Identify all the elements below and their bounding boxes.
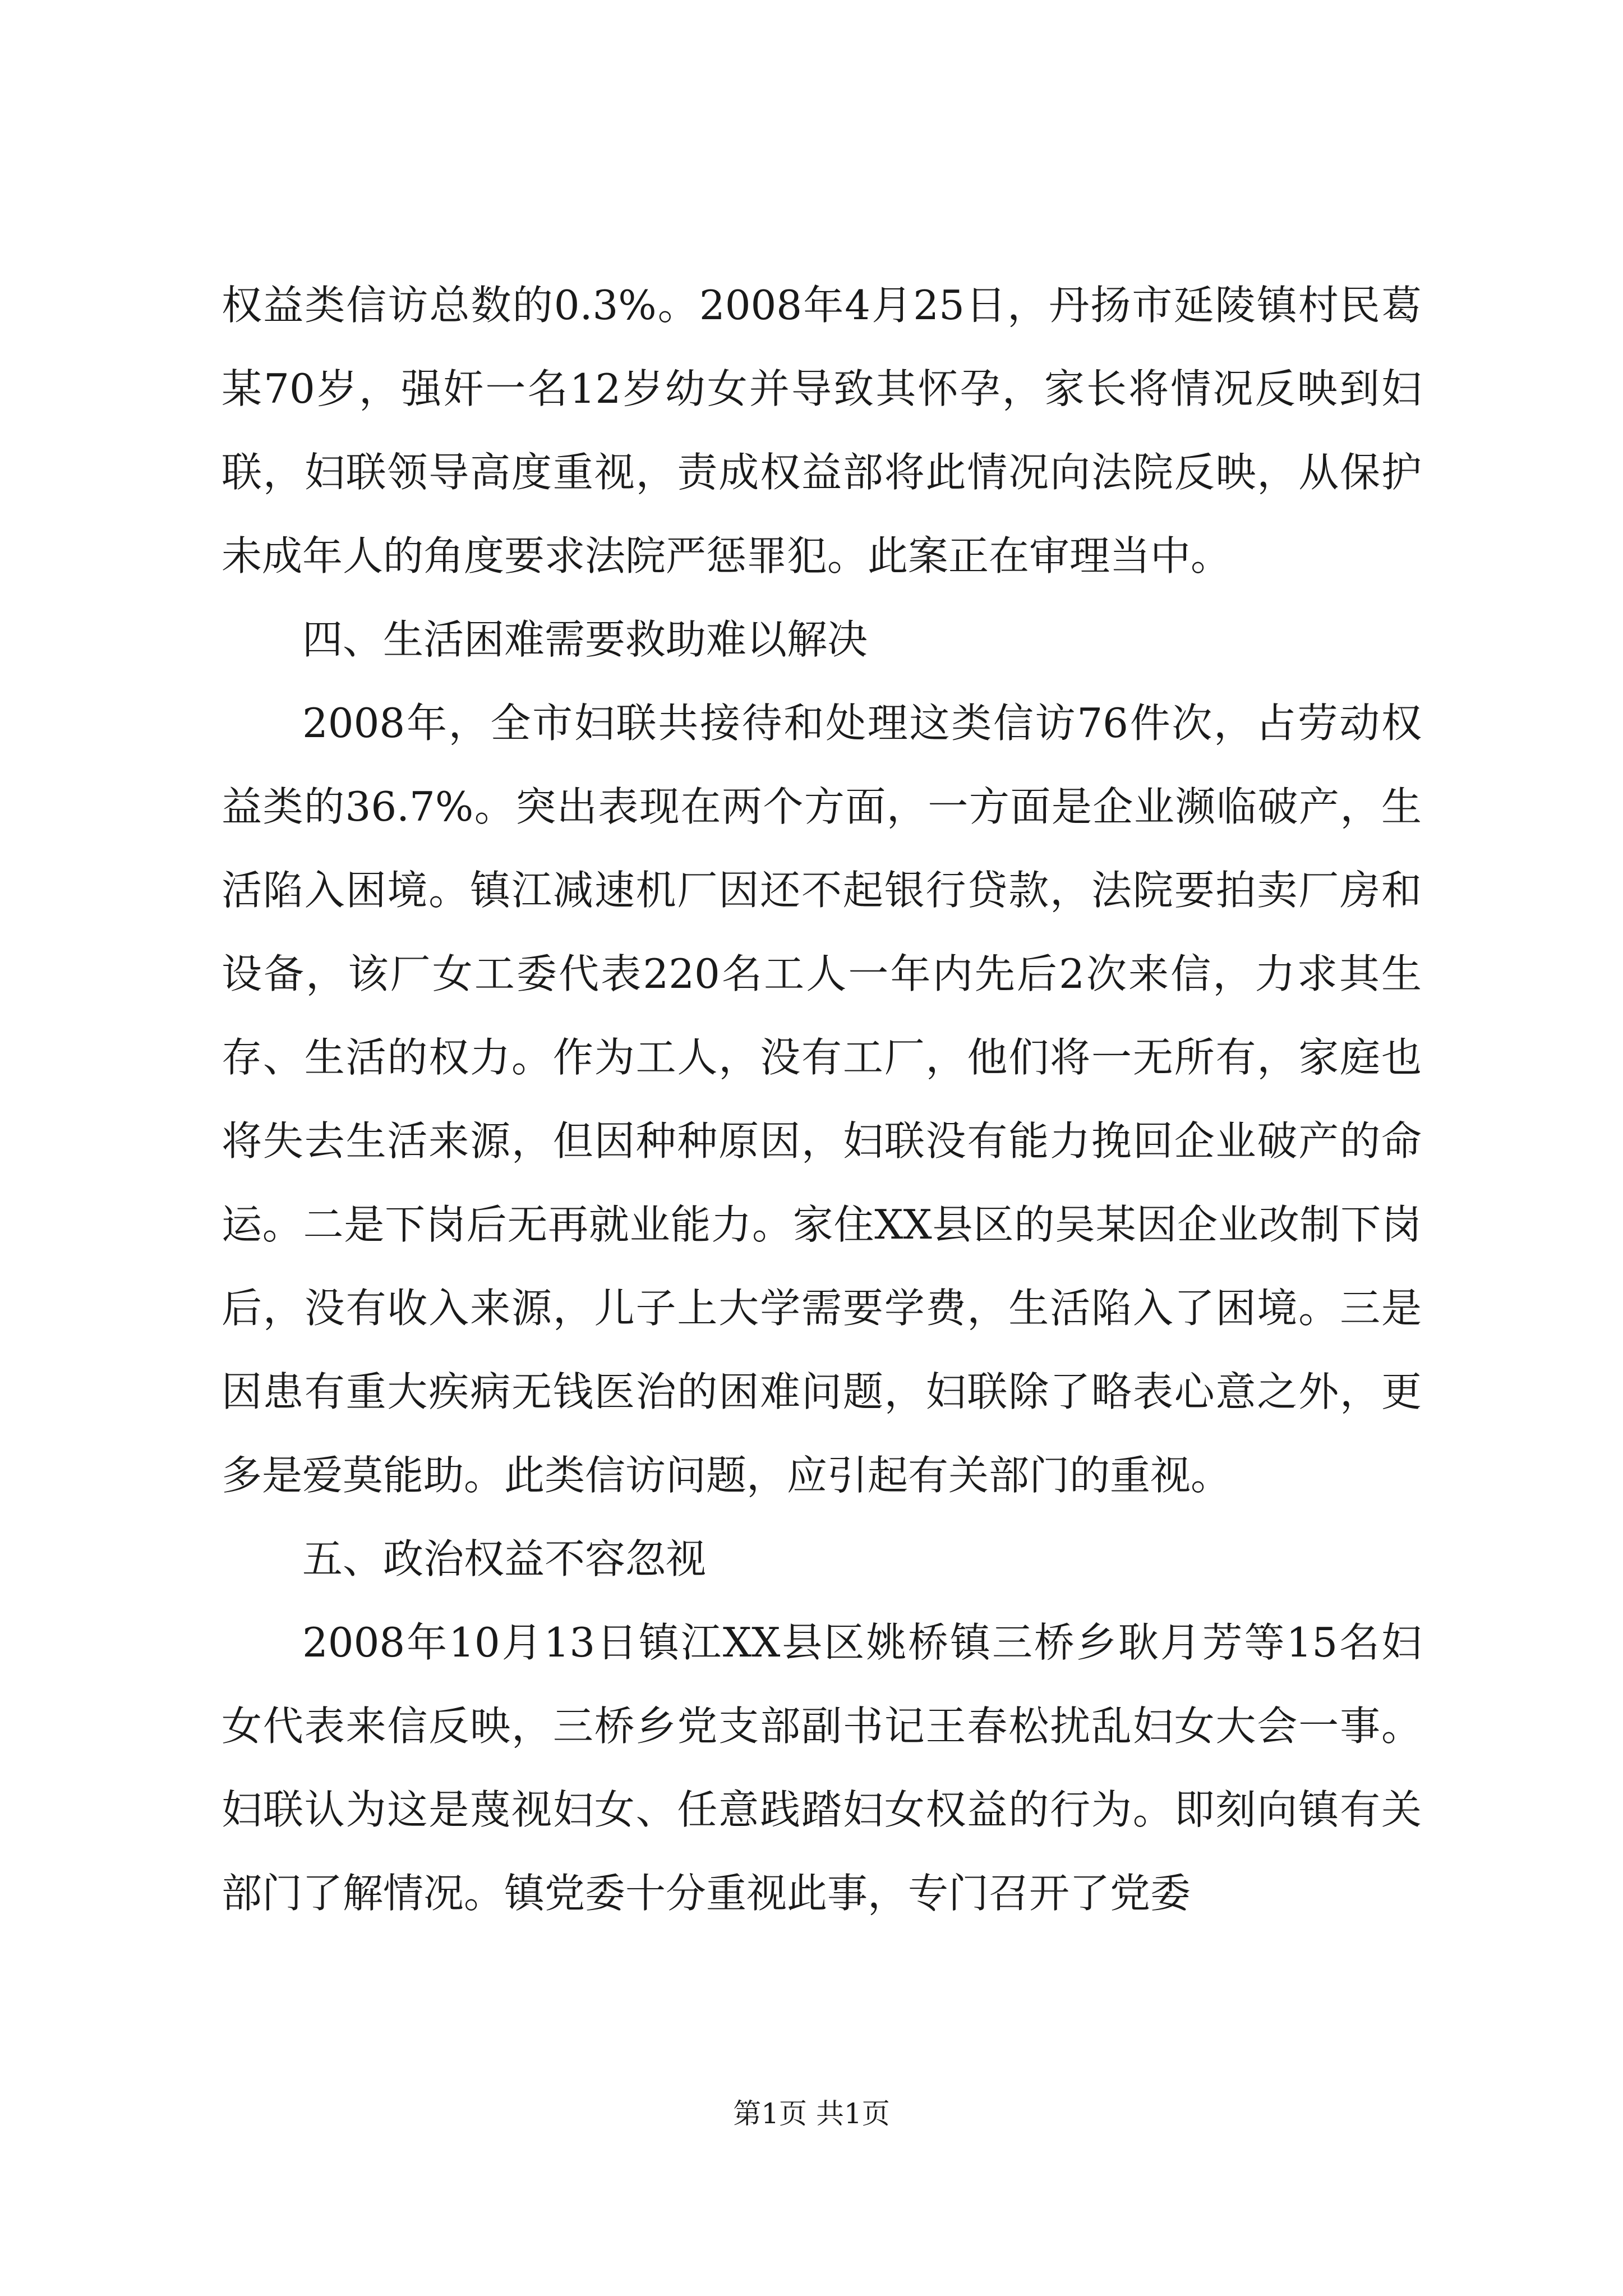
document-body [222, 264, 1422, 1935]
paragraph-continuation: 权益类信访总数的0.3%。2008年4月25日，丹扬市延陵镇村民葛某70岁，强奸一名12岁幼女并导致其怀孕，家长将情况反映到妇联，妇联领导高度重视，责成权益部将此情况向法院反映，从保护未成年人的角度要求法院严惩罪犯。此案正在审理当中。 [222, 282, 1422, 579]
paragraph-political-rights: 2008年10月13日镇江XX县区姚桥镇三桥乡耿月芳等15名妇女代表来信反映，三桥乡党支部副书记王春松扰乱妇女大会一事。妇联认为这是蔑视妇女、任意践踏妇女权益的行为。即刻向镇有关部门了解情况。镇党委十分重视此事，专门召开了党委 [222, 1619, 1422, 1917]
section-heading-5: 五、政治权益不容忽视 [302, 1535, 707, 1582]
paragraph-living-difficulty: 2008年，全市妇联共接待和处理这类信访76件次，占劳动权益类的36.7%。突出表现在两个方面，一方面是企业濒临破产，生活陷入困境。镇江减速机厂因还不起银行贷款，法院要拍卖厂房和设备，该厂女工委代表220名工人一年内先后2次来信，力求其生存、生活的权力。作为工人，没有工厂，他们将一无所有，家庭也将失去生活来源，但因种种原因，妇联没有能力挽回企业破产的命运。二是下岗后无再就业能力。家住XX县区的吴某因企业改制下岗后，没有收入来源，儿子上大学需要学费，生活陷入了困境。三是因患有重大疾病无钱医治的困难问题，妇联除了略表心意之外，更多是爱莫能助。此类信访问题，应引起有关部门的重视。 [222, 700, 1422, 1499]
page-footer: 第1页 共1页 [733, 2097, 890, 2130]
section-heading-4: 四、生活困难需要救助难以解决 [302, 616, 868, 663]
